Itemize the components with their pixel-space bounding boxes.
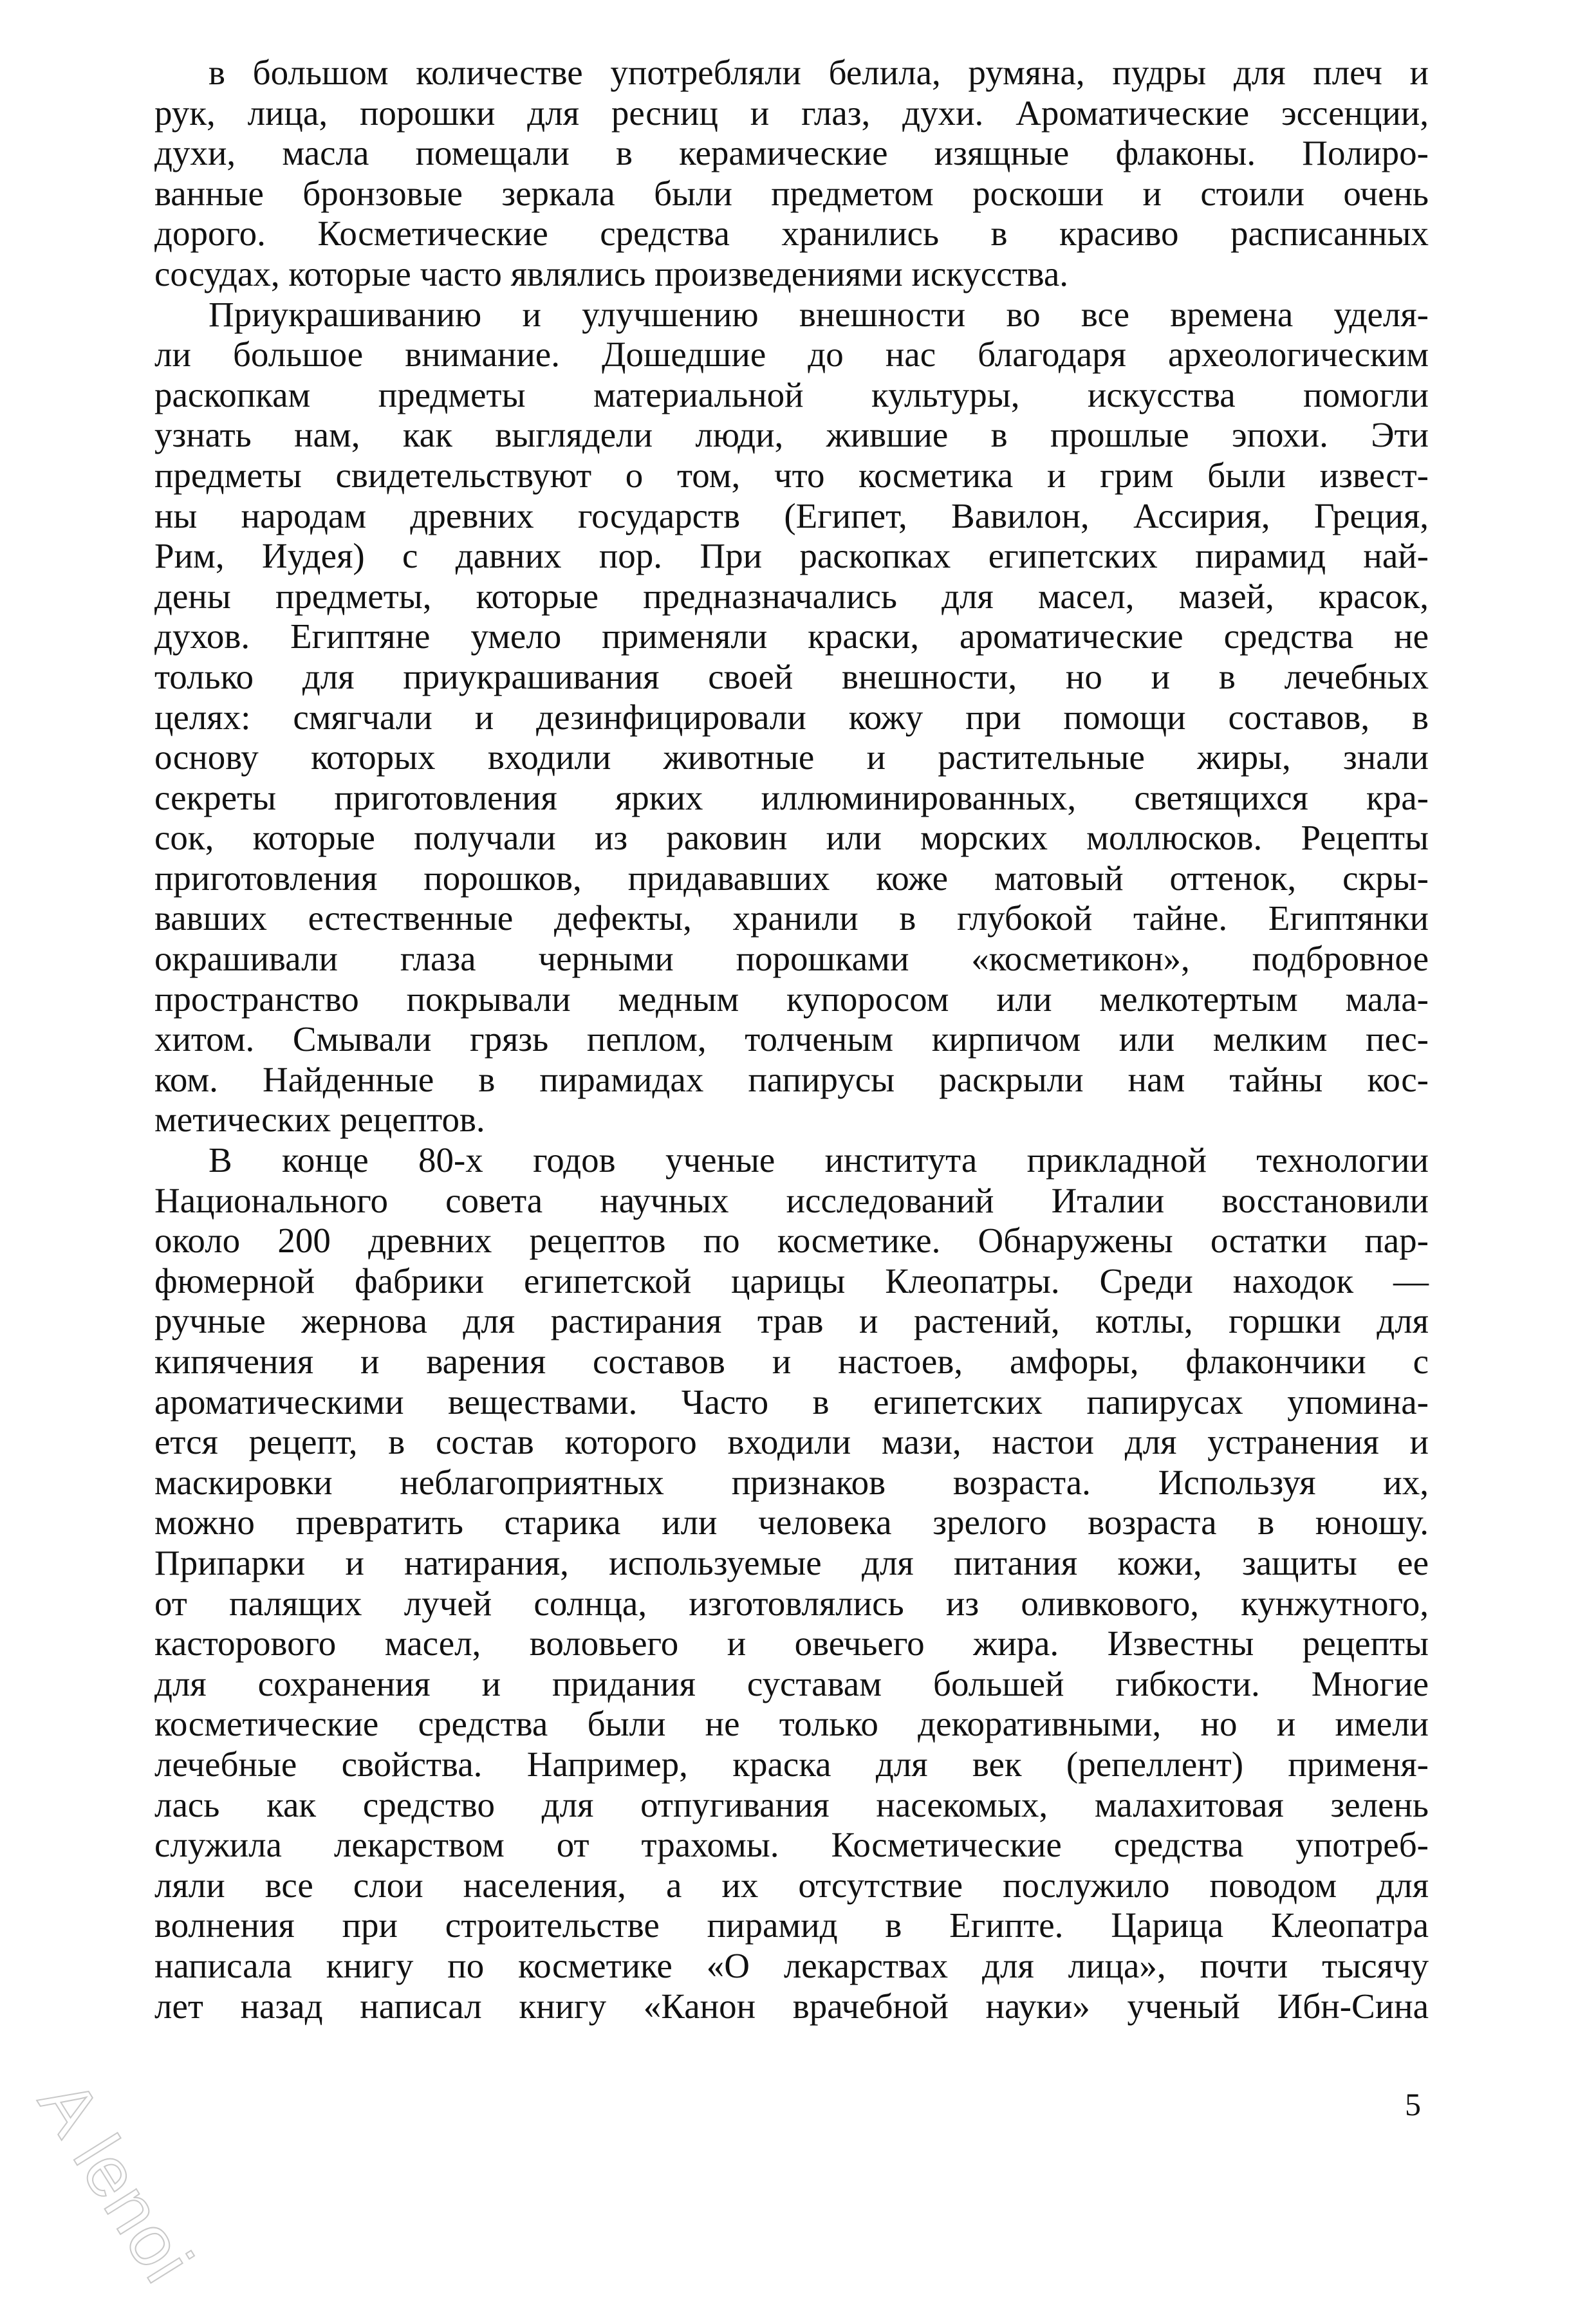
paragraph-recipes-research bbox=[154, 1140, 1429, 2026]
text-line: ручные жернова для растирания трав и растений, котлы, горшки для bbox=[154, 1301, 1429, 1341]
text-line: окрашивали глаза черными порошками «косметикон», подбровное bbox=[154, 939, 1429, 979]
text-line: В конце 80-х годов ученые института прикладной технологии bbox=[209, 1140, 1429, 1180]
text-line: ляли все слои населения, а их отсутствие послужило поводом для bbox=[154, 1865, 1429, 1905]
paragraph-cosmetics-storage bbox=[154, 53, 1429, 295]
text-line: в большом количестве употребляли белила, румяна, пудры для плеч и bbox=[209, 53, 1429, 92]
text-line: дены предметы, которые предназначались для масел, мазей, красок, bbox=[154, 576, 1429, 616]
text-line: основу которых входили животные и растительные жиры, знали bbox=[154, 737, 1429, 777]
text-line: от палящих лучей солнца, изготовлялись из оливкового, кунжутного, bbox=[154, 1583, 1429, 1623]
text-line: ком. Найденные в пирамидах папирусы раскрыли нам тайны кос- bbox=[154, 1059, 1429, 1099]
text-line: касторового масел, воловьего и овечьего жира. Известны рецепты bbox=[154, 1624, 1429, 1663]
text-line: служила лекарством от трахомы. Косметические средства употреб- bbox=[154, 1825, 1429, 1865]
text-line: лась как средство для отпугивания насекомых, малахитовая зелень bbox=[154, 1784, 1429, 1824]
page-body bbox=[154, 53, 1429, 2026]
text-line: ны народам древних государств (Египет, Вавилон, Ассирия, Греция, bbox=[154, 496, 1429, 535]
text-line: для сохранения и придания суставам большей гибкости. Многие bbox=[154, 1663, 1429, 1703]
text-line: предметы свидетельствуют о том, что косметика и грим были извест- bbox=[154, 455, 1429, 495]
text-line: узнать нам, как выглядели люди, жившие в прошлые эпохи. Эти bbox=[154, 415, 1429, 455]
text-line: приготовления порошков, придававших коже матовый оттенок, скры- bbox=[154, 858, 1429, 898]
text-line: фюмерной фабрики египетской царицы Клеопатры. Среди находок — bbox=[154, 1261, 1429, 1301]
text-line: кипячения и варения составов и настоев, амфоры, флакончики с bbox=[154, 1342, 1429, 1381]
text-line: пространство покрывали медным купоросом или мелкотертым мала- bbox=[154, 979, 1429, 1019]
text-line: ванные бронзовые зеркала были предметом роскоши и стоили очень bbox=[154, 173, 1429, 213]
text-line: можно превратить старика или человека зрелого возраста в юношу. bbox=[154, 1503, 1429, 1542]
text-line: сок, которые получали из раковин или морских моллюсков. Рецепты bbox=[154, 818, 1429, 858]
text-line: написала книгу по косметике «О лекарствах для лица», почти тысячу bbox=[154, 1945, 1429, 1985]
text-line: только для приукрашивания своей внешности, но и в лечебных bbox=[154, 656, 1429, 696]
text-line: Приукрашиванию и улучшению внешности во все времена уделя- bbox=[209, 294, 1429, 334]
text-line: лечебные свойства. Например, краска для век (репеллент) применя- bbox=[154, 1744, 1429, 1784]
text-line: секреты приготовления ярких иллюминированных, светящихся кра- bbox=[154, 777, 1429, 817]
text-line: волнения при строительстве пирамид в Египте. Царица Клеопатра bbox=[154, 1905, 1429, 1945]
text-line: около 200 древних рецептов по косметике. Обнаружены остатки пар- bbox=[154, 1221, 1429, 1261]
text-line: Национального совета научных исследований Италии восстановили bbox=[154, 1180, 1429, 1220]
text-line: Припарки и натирания, используемые для питания кожи, защиты ее bbox=[154, 1542, 1429, 1582]
text-line: ется рецепт, в состав которого входили мази, настои для устранения и bbox=[154, 1422, 1429, 1462]
text-line: Рим, Иудея) с давних пор. При раскопках египетских пирамид най- bbox=[154, 536, 1429, 576]
text-line: дорого. Косметические средства хранились в красиво расписанных bbox=[154, 214, 1429, 254]
text-line: метических рецептов. bbox=[154, 1100, 485, 1140]
watermark: A lenoi bbox=[23, 2066, 209, 2297]
paragraph-ancient-history bbox=[154, 295, 1429, 1140]
text-line: хитом. Смывали грязь пеплом, толченым кирпичом или мелким пес- bbox=[154, 1019, 1429, 1059]
page-number: 5 bbox=[1405, 2086, 1421, 2122]
text-line: сосудах, которые часто являлись произведениями искусства. bbox=[154, 254, 1069, 293]
text-line: рук, лица, порошки для ресниц и глаз, духи. Ароматические эссенции, bbox=[154, 93, 1429, 133]
text-line: духи, масла помещали в керамические изящные флаконы. Полиро- bbox=[154, 133, 1429, 173]
text-line: духов. Египтяне умело применяли краски, ароматические средства не bbox=[154, 616, 1429, 656]
text-line: вавших естественные дефекты, хранили в глубокой тайне. Египтянки bbox=[154, 898, 1429, 938]
text-line: раскопкам предметы материальной культуры, искусства помогли bbox=[154, 375, 1429, 414]
text-line: ароматическими веществами. Часто в египетских папирусах упомина- bbox=[154, 1382, 1429, 1422]
text-line: лет назад написал книгу «Канон врачебной науки» ученый Ибн-Сина bbox=[154, 1986, 1429, 2026]
text-line: ли большое внимание. Дошедшие до нас благодаря археологическим bbox=[154, 335, 1429, 375]
text-line: целях: смягчали и дезинфицировали кожу при помощи составов, в bbox=[154, 697, 1429, 737]
text-line: маскировки неблагоприятных признаков возраста. Используя их, bbox=[154, 1462, 1429, 1502]
text-line: косметические средства были не только декоративными, но и имели bbox=[154, 1704, 1429, 1744]
